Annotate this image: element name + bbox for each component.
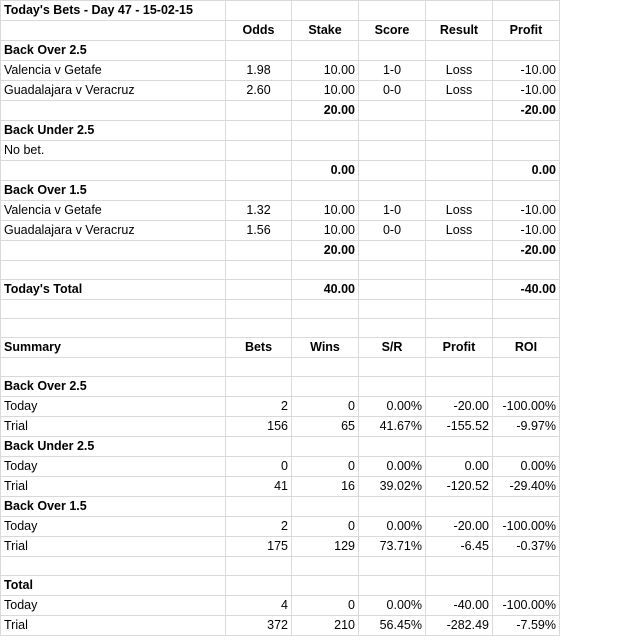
cell-r22-c5[interactable]: -155.52: [426, 417, 493, 437]
cell-r27-c1[interactable]: Today: [1, 517, 226, 537]
cell-r29-c6[interactable]: [493, 557, 560, 576]
sheet-row-stat: [1, 517, 560, 537]
cell-r26-c6[interactable]: [493, 497, 560, 517]
cell-r21-c2[interactable]: 2: [226, 397, 292, 417]
cell-r21-c3[interactable]: 0: [292, 397, 359, 417]
cell-r16-c2[interactable]: [226, 300, 292, 319]
cell-r18-c4[interactable]: S/R: [359, 338, 426, 358]
cell-r27-c5[interactable]: -20.00: [426, 517, 493, 537]
cell-r5-c1[interactable]: Guadalajara v Veracruz: [1, 81, 226, 101]
cell-r3-c4[interactable]: [359, 41, 426, 61]
sheet-row-subtotal: [1, 241, 560, 261]
cell-r30-c4[interactable]: [359, 576, 426, 596]
cell-r17-c3[interactable]: [292, 319, 359, 338]
cell-r22-c2[interactable]: 156: [226, 417, 292, 437]
cell-r15-c1[interactable]: Today's Total: [1, 280, 226, 300]
cell-r27-c3[interactable]: 0: [292, 517, 359, 537]
cell-r12-c2[interactable]: 1.56: [226, 221, 292, 241]
cell-r8-c2[interactable]: [226, 141, 292, 161]
cell-r31-c6[interactable]: -100.00%: [493, 596, 560, 616]
sheet-row-subtotal: [1, 161, 560, 181]
cell-r13-c6[interactable]: -20.00: [493, 241, 560, 261]
cell-r19-c5[interactable]: [426, 358, 493, 377]
cell-r2-c4[interactable]: Score: [359, 21, 426, 41]
sheet-row-text: [1, 141, 560, 161]
cell-r4-c4[interactable]: 1-0: [359, 61, 426, 81]
cell-r20-c2[interactable]: [226, 377, 292, 397]
cell-r32-c2[interactable]: 372: [226, 616, 292, 636]
cell-r2-c1[interactable]: [1, 21, 226, 41]
cell-r30-c6[interactable]: [493, 576, 560, 596]
cell-r10-c3[interactable]: [292, 181, 359, 201]
cell-r3-c3[interactable]: [292, 41, 359, 61]
cell-r7-c2[interactable]: [226, 121, 292, 141]
cell-r14-c1[interactable]: [1, 261, 226, 280]
sheet-row-stat: [1, 457, 560, 477]
cell-r14-c3[interactable]: [292, 261, 359, 280]
cell-r26-c2[interactable]: [226, 497, 292, 517]
cell-r2-c3[interactable]: Stake: [292, 21, 359, 41]
cell-r26-c5[interactable]: [426, 497, 493, 517]
cell-r8-c3[interactable]: [292, 141, 359, 161]
cell-r30-c5[interactable]: [426, 576, 493, 596]
cell-r31-c3[interactable]: 0: [292, 596, 359, 616]
sheet-row-bet: [1, 201, 560, 221]
cell-r23-c4[interactable]: [359, 437, 426, 457]
cell-r20-c4[interactable]: [359, 377, 426, 397]
cell-r6-c5[interactable]: [426, 101, 493, 121]
spreadsheet-body: [1, 1, 560, 636]
cell-r32-c6[interactable]: -7.59%: [493, 616, 560, 636]
sheet-row-stat: [1, 616, 560, 636]
cell-r11-c5[interactable]: Loss: [426, 201, 493, 221]
cell-r9-c2[interactable]: [226, 161, 292, 181]
cell-r25-c1[interactable]: Trial: [1, 477, 226, 497]
cell-r11-c2[interactable]: 1.32: [226, 201, 292, 221]
cell-r19-c6[interactable]: [493, 358, 560, 377]
sheet-row-bet: [1, 61, 560, 81]
cell-r22-c3[interactable]: 65: [292, 417, 359, 437]
cell-r21-c6[interactable]: -100.00%: [493, 397, 560, 417]
cell-r28-c3[interactable]: 129: [292, 537, 359, 557]
cell-r19-c4[interactable]: [359, 358, 426, 377]
cell-r2-c2[interactable]: Odds: [226, 21, 292, 41]
cell-r17-c6[interactable]: [493, 319, 560, 338]
cell-r17-c5[interactable]: [426, 319, 493, 338]
cell-r4-c6[interactable]: -10.00: [493, 61, 560, 81]
cell-r8-c1[interactable]: No bet.: [1, 141, 226, 161]
sheet-row-summary-header: [1, 338, 560, 358]
cell-r13-c1[interactable]: [1, 241, 226, 261]
sheet-row-section: [1, 41, 560, 61]
sheet-row-stat: [1, 596, 560, 616]
cell-r23-c6[interactable]: [493, 437, 560, 457]
cell-r6-c2[interactable]: [226, 101, 292, 121]
sheet-row-stat: [1, 417, 560, 437]
cell-r21-c4[interactable]: 0.00%: [359, 397, 426, 417]
cell-r5-c3[interactable]: 10.00: [292, 81, 359, 101]
cell-r5-c2[interactable]: 2.60: [226, 81, 292, 101]
cell-r21-c1[interactable]: Today: [1, 397, 226, 417]
cell-r12-c5[interactable]: Loss: [426, 221, 493, 241]
cell-r13-c5[interactable]: [426, 241, 493, 261]
cell-r6-c3[interactable]: 20.00: [292, 101, 359, 121]
cell-r17-c1[interactable]: [1, 319, 226, 338]
sheet-row-section: [1, 576, 560, 596]
cell-r11-c3[interactable]: 10.00: [292, 201, 359, 221]
cell-r30-c1[interactable]: Total: [1, 576, 226, 596]
cell-r9-c6[interactable]: 0.00: [493, 161, 560, 181]
cell-r9-c1[interactable]: [1, 161, 226, 181]
cell-r22-c6[interactable]: -9.97%: [493, 417, 560, 437]
cell-r16-c6[interactable]: [493, 300, 560, 319]
cell-r29-c2[interactable]: [226, 557, 292, 576]
cell-r1-c6[interactable]: [493, 1, 560, 21]
cell-r12-c4[interactable]: 0-0: [359, 221, 426, 241]
cell-r26-c1[interactable]: Back Over 1.5: [1, 497, 226, 517]
sheet-row-empty: [1, 557, 560, 576]
sheet-row-bet: [1, 81, 560, 101]
cell-r25-c5[interactable]: -120.52: [426, 477, 493, 497]
sheet-row-section: [1, 497, 560, 517]
sheet-row-bet: [1, 221, 560, 241]
cell-r15-c2[interactable]: [226, 280, 292, 300]
cell-r10-c5[interactable]: [426, 181, 493, 201]
cell-r5-c5[interactable]: Loss: [426, 81, 493, 101]
cell-r7-c5[interactable]: [426, 121, 493, 141]
sheet-row-empty: [1, 319, 560, 338]
cell-r29-c3[interactable]: [292, 557, 359, 576]
cell-r10-c6[interactable]: [493, 181, 560, 201]
cell-r32-c4[interactable]: 56.45%: [359, 616, 426, 636]
cell-r10-c2[interactable]: [226, 181, 292, 201]
cell-r12-c3[interactable]: 10.00: [292, 221, 359, 241]
sheet-row-section: [1, 377, 560, 397]
cell-r14-c6[interactable]: [493, 261, 560, 280]
cell-r12-c1[interactable]: Guadalajara v Veracruz: [1, 221, 226, 241]
cell-r27-c2[interactable]: 2: [226, 517, 292, 537]
cell-r16-c4[interactable]: [359, 300, 426, 319]
cell-r22-c4[interactable]: 41.67%: [359, 417, 426, 437]
cell-r29-c5[interactable]: [426, 557, 493, 576]
cell-r31-c1[interactable]: Today: [1, 596, 226, 616]
sheet-row-stat: [1, 397, 560, 417]
sheet-row-total: [1, 280, 560, 300]
cell-r15-c3[interactable]: 40.00: [292, 280, 359, 300]
cell-r25-c2[interactable]: 41: [226, 477, 292, 497]
cell-r4-c5[interactable]: Loss: [426, 61, 493, 81]
cell-r12-c6[interactable]: -10.00: [493, 221, 560, 241]
cell-r24-c2[interactable]: 0: [226, 457, 292, 477]
sheet-row-empty: [1, 300, 560, 319]
cell-r2-c5[interactable]: Result: [426, 21, 493, 41]
cell-r13-c4[interactable]: [359, 241, 426, 261]
cell-r9-c5[interactable]: [426, 161, 493, 181]
cell-r8-c5[interactable]: [426, 141, 493, 161]
cell-r18-c5[interactable]: Profit: [426, 338, 493, 358]
cell-r31-c5[interactable]: -40.00: [426, 596, 493, 616]
cell-r4-c1[interactable]: Valencia v Getafe: [1, 61, 226, 81]
cell-r7-c1[interactable]: Back Under 2.5: [1, 121, 226, 141]
cell-r1-c1[interactable]: Today's Bets - Day 47 - 15-02-15: [1, 1, 226, 21]
cell-r14-c2[interactable]: [226, 261, 292, 280]
cell-r29-c4[interactable]: [359, 557, 426, 576]
cell-r31-c4[interactable]: 0.00%: [359, 596, 426, 616]
cell-r20-c3[interactable]: [292, 377, 359, 397]
cell-r7-c3[interactable]: [292, 121, 359, 141]
cell-r17-c4[interactable]: [359, 319, 426, 338]
sheet-row-title: [1, 1, 560, 21]
sheet-row-subtotal: [1, 101, 560, 121]
cell-r18-c6[interactable]: ROI: [493, 338, 560, 358]
cell-r25-c6[interactable]: -29.40%: [493, 477, 560, 497]
sheet-row-section: [1, 437, 560, 457]
cell-r28-c2[interactable]: 175: [226, 537, 292, 557]
cell-r23-c5[interactable]: [426, 437, 493, 457]
cell-r26-c4[interactable]: [359, 497, 426, 517]
cell-r20-c6[interactable]: [493, 377, 560, 397]
cell-r22-c1[interactable]: Trial: [1, 417, 226, 437]
cell-r1-c3[interactable]: [292, 1, 359, 21]
cell-r19-c1[interactable]: [1, 358, 226, 377]
cell-r4-c3[interactable]: 10.00: [292, 61, 359, 81]
cell-r23-c2[interactable]: [226, 437, 292, 457]
cell-r9-c4[interactable]: [359, 161, 426, 181]
cell-r30-c3[interactable]: [292, 576, 359, 596]
cell-r10-c1[interactable]: Back Over 1.5: [1, 181, 226, 201]
cell-r8-c6[interactable]: [493, 141, 560, 161]
cell-r24-c1[interactable]: Today: [1, 457, 226, 477]
cell-r24-c4[interactable]: 0.00%: [359, 457, 426, 477]
cell-r23-c1[interactable]: Back Under 2.5: [1, 437, 226, 457]
cell-r21-c5[interactable]: -20.00: [426, 397, 493, 417]
cell-r16-c3[interactable]: [292, 300, 359, 319]
cell-r5-c6[interactable]: -10.00: [493, 81, 560, 101]
sheet-row-empty: [1, 358, 560, 377]
cell-r29-c1[interactable]: [1, 557, 226, 576]
cell-r17-c2[interactable]: [226, 319, 292, 338]
cell-r4-c2[interactable]: 1.98: [226, 61, 292, 81]
cell-r11-c6[interactable]: -10.00: [493, 201, 560, 221]
cell-r16-c1[interactable]: [1, 300, 226, 319]
cell-r8-c4[interactable]: [359, 141, 426, 161]
cell-r9-c3[interactable]: 0.00: [292, 161, 359, 181]
sheet-row-stat: [1, 477, 560, 497]
cell-r28-c5[interactable]: -6.45: [426, 537, 493, 557]
cell-r18-c3[interactable]: Wins: [292, 338, 359, 358]
cell-r1-c2[interactable]: [226, 1, 292, 21]
cell-r14-c5[interactable]: [426, 261, 493, 280]
cell-r28-c1[interactable]: Trial: [1, 537, 226, 557]
cell-r20-c5[interactable]: [426, 377, 493, 397]
cell-r25-c3[interactable]: 16: [292, 477, 359, 497]
cell-r27-c6[interactable]: -100.00%: [493, 517, 560, 537]
cell-r1-c4[interactable]: [359, 1, 426, 21]
cell-r16-c5[interactable]: [426, 300, 493, 319]
cell-r24-c3[interactable]: 0: [292, 457, 359, 477]
cell-r15-c5[interactable]: [426, 280, 493, 300]
cell-r6-c4[interactable]: [359, 101, 426, 121]
cell-r31-c2[interactable]: 4: [226, 596, 292, 616]
cell-r5-c4[interactable]: 0-0: [359, 81, 426, 101]
sheet-row-stat: [1, 537, 560, 557]
cell-r15-c4[interactable]: [359, 280, 426, 300]
cell-r19-c3[interactable]: [292, 358, 359, 377]
cell-r13-c3[interactable]: 20.00: [292, 241, 359, 261]
cell-r13-c2[interactable]: [226, 241, 292, 261]
cell-r27-c4[interactable]: 0.00%: [359, 517, 426, 537]
cell-r15-c6[interactable]: -40.00: [493, 280, 560, 300]
cell-r6-c6[interactable]: -20.00: [493, 101, 560, 121]
cell-r32-c5[interactable]: -282.49: [426, 616, 493, 636]
cell-r3-c6[interactable]: [493, 41, 560, 61]
cell-r18-c2[interactable]: Bets: [226, 338, 292, 358]
cell-r2-c6[interactable]: Profit: [493, 21, 560, 41]
cell-r24-c5[interactable]: 0.00: [426, 457, 493, 477]
cell-r30-c2[interactable]: [226, 576, 292, 596]
cell-r7-c6[interactable]: [493, 121, 560, 141]
sheet-row-section: [1, 181, 560, 201]
cell-r24-c6[interactable]: 0.00%: [493, 457, 560, 477]
cell-r20-c1[interactable]: Back Over 2.5: [1, 377, 226, 397]
cell-r3-c5[interactable]: [426, 41, 493, 61]
cell-r14-c4[interactable]: [359, 261, 426, 280]
cell-r18-c1[interactable]: Summary: [1, 338, 226, 358]
cell-r11-c4[interactable]: 1-0: [359, 201, 426, 221]
cell-r28-c4[interactable]: 73.71%: [359, 537, 426, 557]
cell-r7-c4[interactable]: [359, 121, 426, 141]
cell-r3-c1[interactable]: Back Over 2.5: [1, 41, 226, 61]
cell-r25-c4[interactable]: 39.02%: [359, 477, 426, 497]
sheet-row-header: [1, 21, 560, 41]
sheet-row-empty: [1, 261, 560, 280]
cell-r26-c3[interactable]: [292, 497, 359, 517]
cell-r32-c1[interactable]: Trial: [1, 616, 226, 636]
cell-r32-c3[interactable]: 210: [292, 616, 359, 636]
cell-r23-c3[interactable]: [292, 437, 359, 457]
cell-r1-c5[interactable]: [426, 1, 493, 21]
cell-r19-c2[interactable]: [226, 358, 292, 377]
cell-r11-c1[interactable]: Valencia v Getafe: [1, 201, 226, 221]
cell-r28-c6[interactable]: -0.37%: [493, 537, 560, 557]
cell-r6-c1[interactable]: [1, 101, 226, 121]
sheet-row-section: [1, 121, 560, 141]
cell-r3-c2[interactable]: [226, 41, 292, 61]
cell-r10-c4[interactable]: [359, 181, 426, 201]
